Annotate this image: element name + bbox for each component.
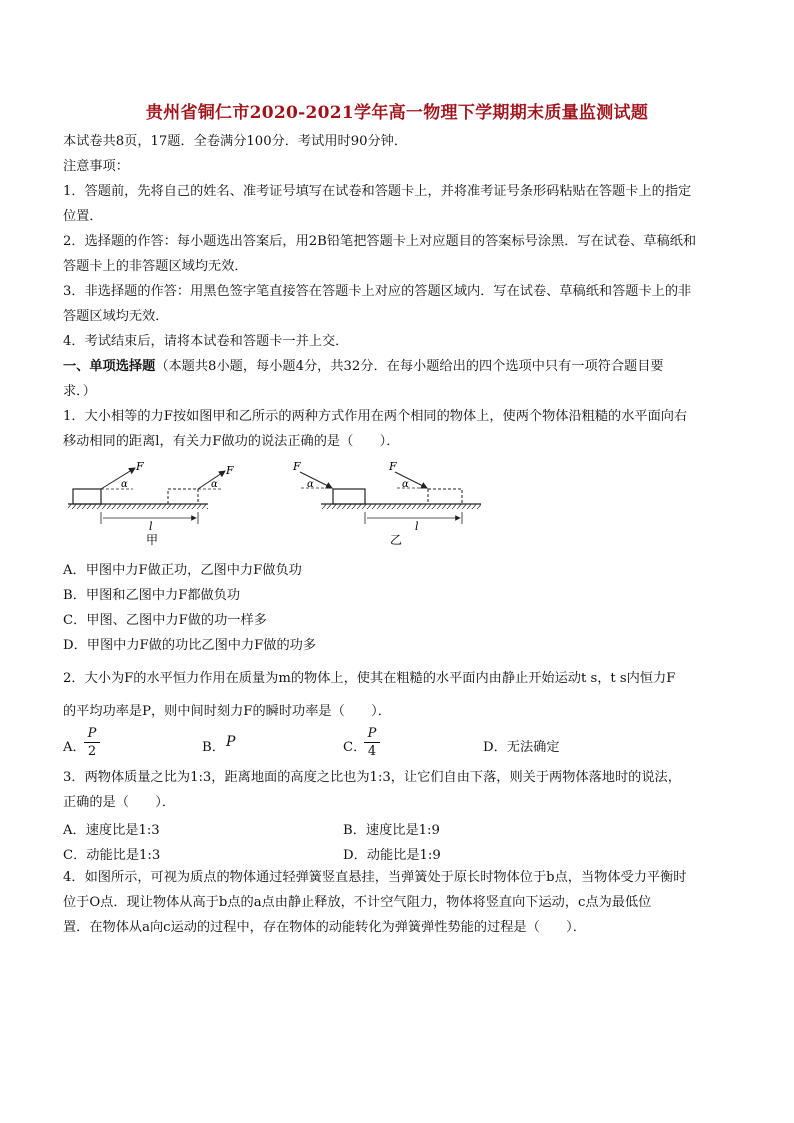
notice-2: 2．选择题的作答：每小题选出答案后，用2B铅笔把答题卡上对应题目的答案标号涂黑．写在试卷、草稿纸和 [63, 234, 697, 249]
label-F-2: F [226, 464, 234, 477]
q1-option-b: B．甲图和乙图中力F都做负功 [63, 588, 241, 603]
notice-1: 1．答题前，先将自己的姓名、准考证号填写在试卷和答题卡上，并将准考证号条形码粘贴在答题卡上的指定 [63, 184, 692, 199]
block-end [168, 489, 198, 504]
q3-option-b: B．速度比是1:9 [343, 823, 440, 838]
figure-yi [292, 460, 481, 547]
force-arrow [101, 468, 135, 489]
q1-stem-cont: 移动相同的距离l，有关力F做功的说法正确的是（ ）． [63, 434, 400, 449]
q2-stem-cont: 的平均功率是P，则中间时刻力F的瞬时功率是（ ）． [63, 704, 391, 719]
notice-heading: 注意事项： [63, 159, 129, 174]
q1-stem: 1．大小相等的力F按如图甲和乙所示的两种方式作用在两个相同的物体上，使两个物体沿粗糙的水平面向右 [63, 409, 688, 424]
q3-option-a: A．速度比是1:3 [63, 823, 160, 838]
q1-option-d: D．甲图中力F做的功比乙图中力F做的功多 [63, 638, 317, 653]
q2-option-b-value: P [226, 734, 236, 750]
fraction-numerator: P [364, 725, 380, 743]
q1-figure [63, 460, 493, 550]
q4-stem-cont-2: 置．在物体从a向c运动的过程中，存在物体的动能转化为弹簧弹性势能的过程是（ ）． [63, 920, 586, 935]
block-start [73, 489, 101, 504]
intro-text: 本试卷共8页，17题．全卷满分100分．考试用时90分钟． [63, 134, 408, 149]
block-end [428, 489, 462, 504]
figure-jia [68, 460, 234, 547]
page-title: 贵州省铜仁市2020-2021学年高一物理下学期期末质量监测试题 [145, 103, 649, 123]
notice-2-cont: 答题卡上的非答题区域均无效． [63, 259, 248, 274]
section-description-cont: 求．） [63, 384, 96, 399]
q2-option-a-label: A． [63, 740, 86, 755]
label-alpha-2: α [402, 479, 409, 490]
q3-option-d: D．动能比是1:9 [343, 848, 441, 863]
label-alpha-2: α [211, 479, 218, 490]
notice-3-cont: 答题区域均无效． [63, 309, 169, 324]
label-F: F [293, 460, 301, 473]
section-heading [63, 358, 664, 376]
q3-stem-cont: 正确的是（ ）． [63, 795, 176, 810]
q2-option-b-label: B． [202, 740, 225, 755]
q2-option-d: D．无法确定 [483, 740, 560, 755]
label-alpha: α [307, 479, 314, 490]
block-start [333, 489, 365, 504]
notice-1-cont: 位置． [63, 209, 103, 224]
q4-stem: 4．如图所示，可视为质点的物体通过轻弹簧竖直悬挂，当弹簧处于原长时物体位于b点，当物体受力平衡时 [63, 870, 687, 885]
q1-option-c: C．甲图、乙图中力F做的功一样多 [63, 613, 267, 628]
q3-stem: 3．两物体质量之比为1:3，距离地面的高度之比也为1:3，让它们自由下落，则关于两物体落地时的说法， [63, 770, 681, 785]
notice-4: 4．考试结束后，请将本试卷和答题卡一并上交． [63, 334, 349, 349]
fraction-denominator: 2 [87, 744, 97, 759]
label-alpha: α [121, 479, 128, 490]
fraction-numerator: P [84, 725, 100, 743]
q4-stem-cont: 位于O点．现让物体从高于b点的a点由静止释放，不计空气阻力，物体将竖直向下运动，c点为最低位 [63, 895, 652, 910]
force-arrow [300, 472, 332, 488]
label-F-2: F [389, 460, 397, 473]
label-F: F [136, 460, 144, 473]
fraction-denominator: 4 [367, 744, 377, 759]
section-description: （本题共8小题，每小题4分，共32分．在每小题给出的四个选项中只有一项符合题目要 [155, 359, 664, 374]
q2-option-c-fraction [364, 725, 380, 761]
q2-option-c-label: C． [343, 740, 367, 755]
q2-stem: 2．大小为F的水平恒力作用在质量为m的物体上，使其在粗糙的水平面内由静止开始运动t s，t s内恒力F [63, 671, 676, 686]
label-l: l [415, 520, 419, 533]
section-title: 一、单项选择题 [63, 359, 156, 374]
q3-option-c: C．动能比是1:3 [63, 848, 161, 863]
figure-label-yi: 乙 [390, 533, 403, 547]
q2-option-a-fraction [84, 725, 100, 761]
label-l: l [149, 520, 153, 533]
figure-label-jia: 甲 [146, 533, 159, 547]
q1-option-a: A．甲图中力F做正功，乙图中力F做负功 [63, 563, 302, 578]
notice-3: 3．非选择题的作答：用黑色签字笔直接答在答题卡上对应的答题区域内．写在试卷、草稿纸和答题卡上的非 [63, 284, 692, 299]
